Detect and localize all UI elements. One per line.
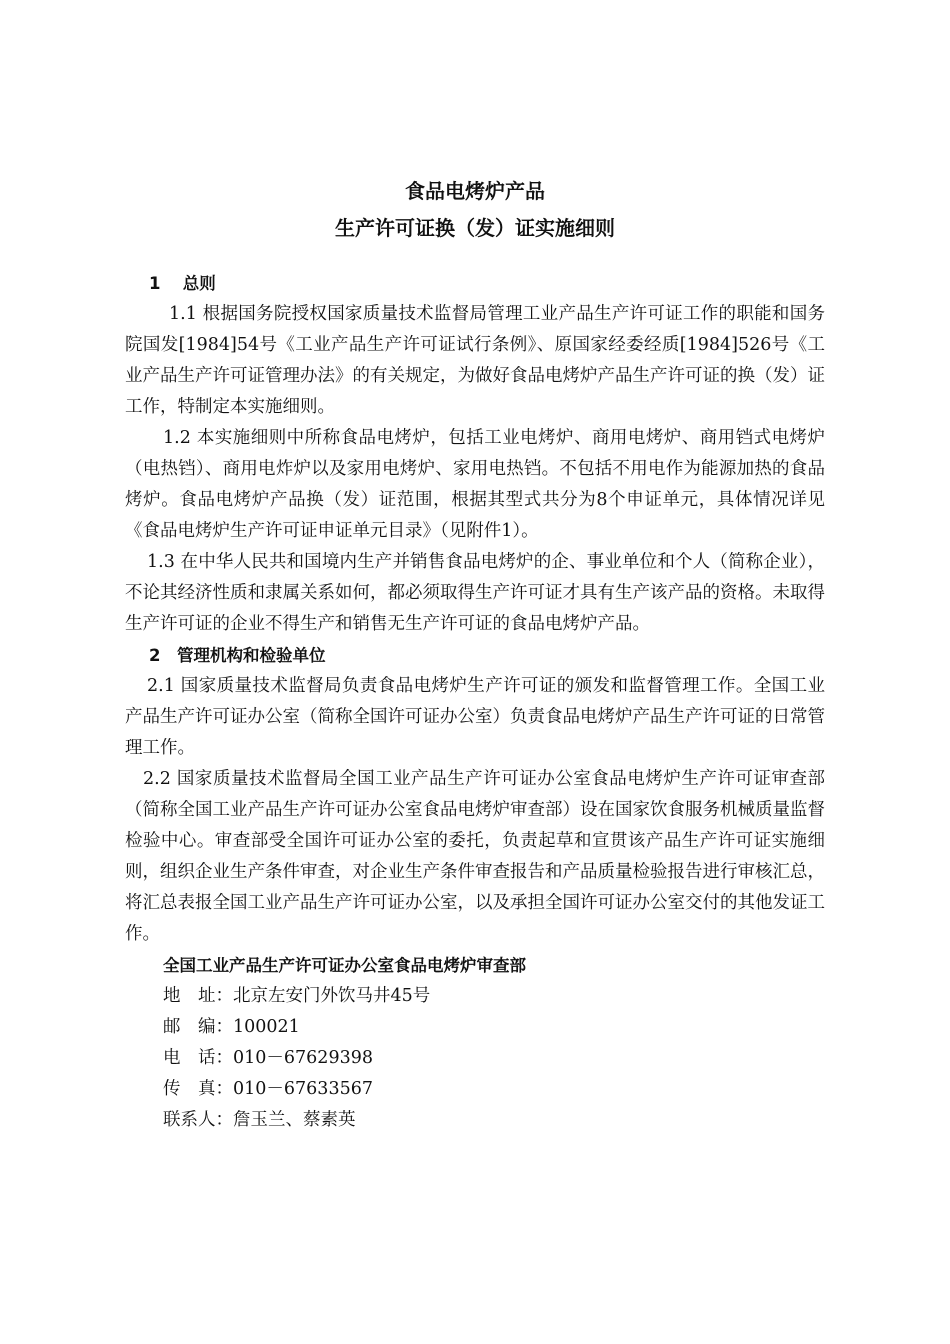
section-heading-general: 1 总则 bbox=[149, 274, 216, 293]
document-title-line1: 食品电烤炉产品 bbox=[405, 179, 545, 203]
paragraph-2-2: 2.2 国家质量技术监督局全国工业产品生产许可证办公室食品电烤炉生产许可证审查部（简称全国工业产品生产许可证办公室食品电烤炉审查部）设在国家饮食服务机械质量监督检验中心。审查部受全国许可证办公室的委托，负责起草和宣贯该产品生产许可证实施细则，组织企业生产条件审查，对企业生产条件审查报告和产品质量检验报告进行审核汇总，将汇总表报全国工业产品生产许可证办公室，以及承担全国许可证办公室交付的其他发证工作。 bbox=[125, 769, 825, 944]
contact-address: 地 址：北京左安门外饮马井45号 bbox=[163, 986, 431, 1006]
contact-office-title: 全国工业产品生产许可证办公室食品电烤炉审查部 bbox=[163, 956, 526, 975]
paragraph-1-3: 1.3 在中华人民共和国境内生产并销售食品电烤炉的企、事业单位和个人（简称企业），不论其经济性质和隶属关系如何，都必须取得生产许可证才具有生产该产品的资格。未取得生产许可证的企业不得生产和销售无生产许可证的食品电烤炉产品。 bbox=[125, 552, 825, 634]
contact-fax: 传 真：010－67633567 bbox=[163, 1079, 373, 1099]
contact-phone: 电 话：010－67629398 bbox=[163, 1048, 373, 1068]
contact-persons: 联系人：詹玉兰、蔡素英 bbox=[163, 1110, 356, 1130]
document-title-line2: 生产许可证换（发）证实施细则 bbox=[335, 216, 615, 240]
paragraph-1-1: 1.1 根据国务院授权国家质量技术监督局管理工业产品生产许可证工作的职能和国务院国发[1984]54号《工业产品生产许可证试行条例》、原国家经委经质[1984]526号《工业产品生产许可证管理办法》的有关规定，为做好食品电烤炉产品生产许可证的换（发）证工作，特制定本实施细则。 bbox=[125, 304, 825, 417]
paragraph-1-2: 1.2 本实施细则中所称食品电烤炉，包括工业电烤炉、商用电烤炉、商用铛式电烤炉（电热铛）、商用电炸炉以及家用电烤炉、家用电热铛。不包括不用电作为能源加热的食品烤炉。食品电烤炉产品换（发）证范围，根据其型式共分为8个申证单元，具体情况详见《食品电烤炉生产许可证申证单元目录》（见附件1）。 bbox=[125, 428, 825, 541]
paragraph-2-1: 2.1 国家质量技术监督局负责食品电烤炉生产许可证的颁发和监督管理工作。全国工业产品生产许可证办公室（简称全国许可证办公室）负责食品电烤炉产品生产许可证的日常管理工作。 bbox=[125, 676, 825, 758]
document-body bbox=[125, 268, 825, 1136]
section-heading-management: 2 管理机构和检验单位 bbox=[149, 646, 326, 665]
contact-postcode: 邮 编：100021 bbox=[163, 1017, 300, 1037]
